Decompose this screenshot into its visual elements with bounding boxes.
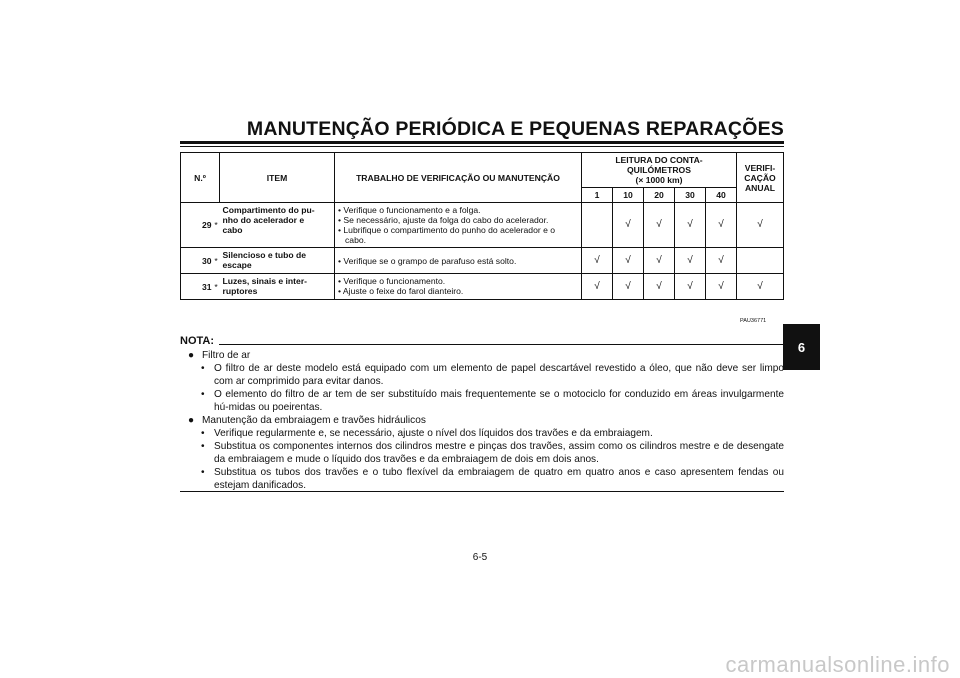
work-line: • Verifique se o grampo de parafuso está solto. [338, 255, 517, 266]
header-km-1: 1 [582, 188, 613, 203]
list-item [188, 440, 784, 466]
check-cell: √ [644, 274, 675, 300]
list-item [188, 349, 784, 362]
sub-bullet-icon: • [201, 363, 205, 374]
bullet-icon: ● [188, 350, 195, 361]
title-rule-thin [180, 146, 784, 147]
row-num: 29 [181, 203, 213, 248]
check-cell: √ [706, 203, 737, 248]
work-line: • Se necessário, ajuste da folga do cabo do acelerador. [338, 215, 549, 225]
list-item [188, 388, 784, 414]
nota-list [188, 349, 784, 492]
bottom-rule [180, 491, 784, 492]
check-cell: √ [613, 203, 644, 248]
row-work [335, 203, 582, 248]
header-odometer [582, 153, 737, 188]
list-item [188, 427, 784, 440]
title-rule-thick [180, 141, 784, 144]
check-cell: √ [675, 203, 706, 248]
header-item: ITEM [220, 153, 335, 203]
row-work [335, 248, 582, 274]
bullet-icon: ● [188, 415, 195, 426]
header-num: N.º [181, 153, 220, 203]
nota-rule [219, 344, 784, 345]
header-odometer-line1: LEITURA DO CONTA-QUILÓMETROS [615, 155, 703, 175]
reference-code: PAU36771 [740, 318, 767, 324]
watermark: carmanualsonline.info [725, 652, 950, 677]
check-cell: √ [644, 248, 675, 274]
page-number: 6-5 [472, 552, 488, 563]
table-row [181, 274, 784, 300]
check-cell: √ [737, 274, 784, 300]
nota-label: NOTA: [180, 335, 215, 347]
table-row [181, 203, 784, 248]
header-km-20: 20 [644, 188, 675, 203]
check-cell: √ [706, 248, 737, 274]
sub-bullet-icon: • [201, 389, 205, 400]
header-km-30: 30 [675, 188, 706, 203]
check-cell [582, 203, 613, 248]
note-heading: Filtro de ar [202, 350, 251, 361]
row-item: Compartimento do pu- nho do acelerador e cabo [220, 203, 335, 248]
check-cell [737, 248, 784, 274]
row-star: * [213, 274, 220, 300]
check-cell: √ [706, 274, 737, 300]
list-item [188, 362, 784, 388]
check-cell: √ [613, 248, 644, 274]
sub-bullet-icon: • [201, 467, 205, 478]
work-line: • Ajuste o feixe do farol dianteiro. [338, 286, 464, 296]
header-km-10: 10 [613, 188, 644, 203]
table-row [181, 248, 784, 274]
row-star: * [213, 203, 220, 248]
section-tab: 6 [783, 324, 820, 370]
row-star: * [213, 248, 220, 274]
check-cell: √ [582, 274, 613, 300]
row-work [335, 274, 582, 300]
check-cell: √ [675, 248, 706, 274]
note-text: Substitua os componentes internos dos cilindros mestre e pinças dos travões, assim como os cilindros mestre e de desengate da embraiagem e mude o líquido dos travões e da embraiagem de dois em dois anos. [214, 441, 784, 465]
row-num: 30 [181, 248, 213, 274]
header-annual: VERIFI- CAÇÃO ANUAL [737, 153, 784, 203]
sub-bullet-icon: • [201, 428, 205, 439]
check-cell: √ [582, 248, 613, 274]
work-line: • Verifique o funcionamento. [338, 276, 446, 286]
note-text: Verifique regularmente e, se necessário, ajuste o nível dos líquidos dos travões e da embraiagem. [214, 428, 653, 439]
check-cell: √ [613, 274, 644, 300]
header-odometer-line2: (× 1000 km) [635, 175, 683, 185]
page-title: MANUTENÇÃO PERIÓDICA E PEQUENAS REPARAÇÕES [246, 118, 784, 140]
check-cell: √ [737, 203, 784, 248]
row-item: Silencioso e tubo de escape [220, 248, 335, 274]
header-km-40: 40 [706, 188, 737, 203]
work-line: • Lubrifique o compartimento do punho do acelerador e o cabo. [338, 225, 556, 245]
row-item: Luzes, sinais e inter- ruptores [220, 274, 335, 300]
maintenance-table [180, 152, 784, 300]
check-cell: √ [675, 274, 706, 300]
note-text: O elemento do filtro de ar tem de ser substituído mais frequentemente se o motociclo for conduzido em áreas invulgarmente hú-midas ou poeirentas. [214, 389, 784, 413]
note-heading: Manutenção da embraiagem e travões hidráulicos [202, 415, 426, 426]
header-work: TRABALHO DE VERIFICAÇÃO OU MANUTENÇÃO [335, 153, 582, 203]
list-item [188, 414, 784, 427]
list-item [188, 466, 784, 492]
row-num: 31 [181, 274, 213, 300]
sub-bullet-icon: • [201, 441, 205, 452]
note-text: Substitua os tubos dos travões e o tubo flexível da embraiagem de quatro em quatro anos e caso apresentem fendas ou estejam danificados. [214, 467, 784, 491]
note-text: O filtro de ar deste modelo está equipado com um elemento de papel descartável revestido a óleo, que não deve ser limpo com ar comprimido para evitar danos. [214, 363, 784, 387]
work-line: • Verifique o funcionamento e a folga. [338, 205, 481, 215]
check-cell: √ [644, 203, 675, 248]
